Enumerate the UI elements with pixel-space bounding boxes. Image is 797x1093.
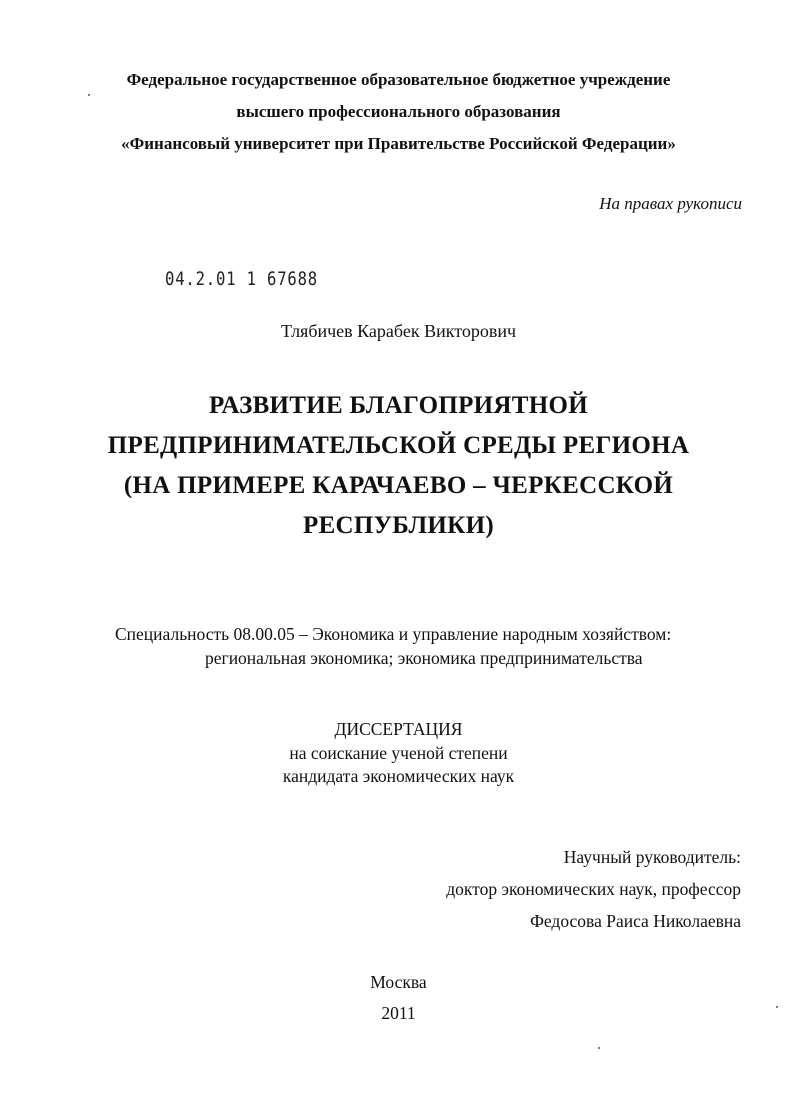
dissertation-degree-line-2: кандидата экономических наук bbox=[282, 766, 515, 786]
institution-line-1: Федеральное государственное образовательное бюджетное учреждение bbox=[126, 70, 671, 89]
scan-speck bbox=[598, 1047, 600, 1049]
manuscript-note: На правах рукописи bbox=[599, 194, 742, 213]
supervisor-name: Федосова Раиса Николаевна bbox=[530, 911, 741, 931]
author-name: Тлябичев Карабек Викторович bbox=[280, 321, 517, 341]
scan-speck bbox=[776, 1006, 778, 1008]
title-line-2: ПРЕДПРИНИМАТЕЛЬСКОЙ СРЕДЫ РЕГИОНА bbox=[107, 432, 690, 459]
supervisor-heading: Научный руководитель: bbox=[563, 847, 741, 867]
title-line-3: (НА ПРИМЕРЕ КАРАЧАЕВО – ЧЕРКЕССКОЙ bbox=[123, 472, 674, 499]
institution-line-3: «Финансовый университет при Правительстве Российской Федерации» bbox=[121, 134, 676, 153]
dissertation-degree-line-1: на соискание ученой степени bbox=[289, 743, 508, 763]
dissertation-label: ДИССЕРТАЦИЯ bbox=[334, 719, 463, 739]
city: Москва bbox=[370, 972, 427, 992]
specialty-line-1: Специальность 08.00.05 – Экономика и управление народным хозяйством: bbox=[115, 624, 672, 644]
institution-line-2: высшего профессионального образования bbox=[236, 102, 561, 121]
specialty-line-2: региональная экономика; экономика предпринимательства bbox=[205, 648, 643, 668]
registration-stamp: 04.2.01 1 67688 bbox=[165, 268, 319, 290]
year: 2011 bbox=[381, 1003, 416, 1023]
title-line-1: РАЗВИТИЕ БЛАГОПРИЯТНОЙ bbox=[208, 392, 588, 419]
supervisor-degree: доктор экономических наук, профессор bbox=[446, 879, 741, 899]
scan-speck bbox=[88, 94, 90, 96]
title-line-4: РЕСПУБЛИКИ) bbox=[303, 512, 494, 539]
